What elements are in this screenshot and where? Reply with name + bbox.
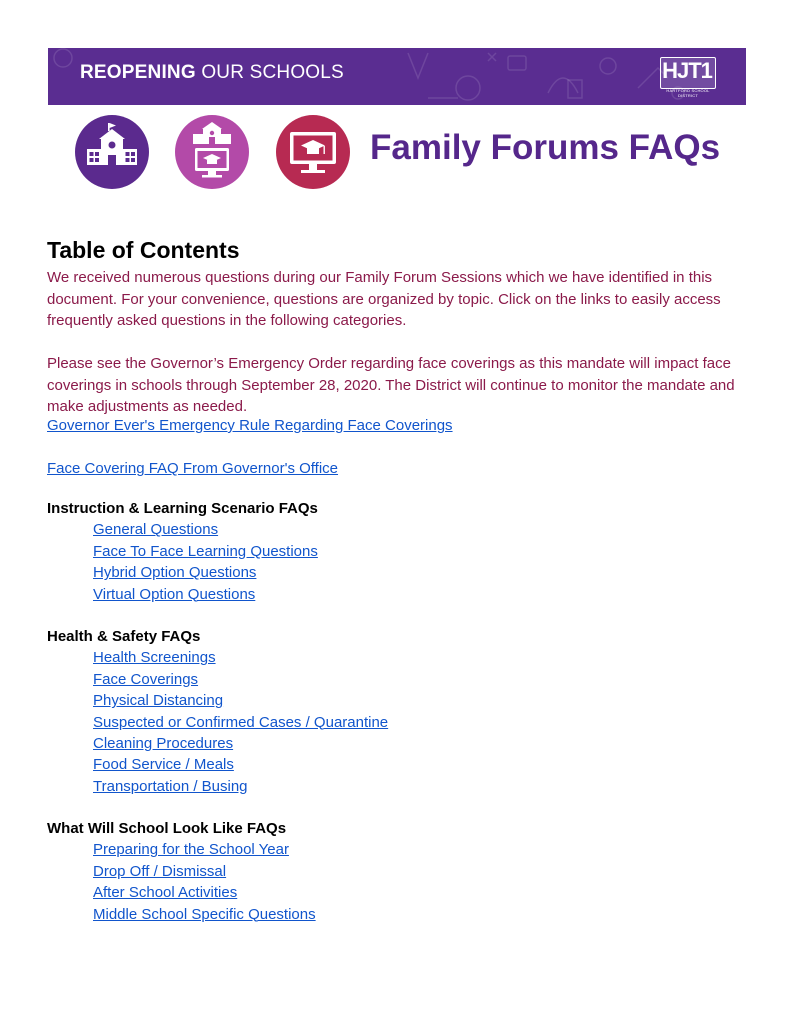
toc-link-transportation[interactable]: Transportation / Busing: [93, 777, 248, 795]
list-item: [93, 562, 318, 583]
toc-link-face-coverings[interactable]: Face Coverings: [93, 670, 199, 688]
list-item: [93, 541, 318, 562]
section-title: Instruction & Learning Scenario FAQs: [47, 500, 318, 517]
toc-link-general-questions[interactable]: General Questions: [93, 521, 219, 539]
list-item: [93, 519, 318, 540]
section-link-list: [47, 647, 388, 797]
list-item: [93, 733, 388, 754]
toc-link-physical-distancing[interactable]: Physical Distancing: [93, 692, 224, 710]
section-link-list: [47, 839, 316, 925]
toc-link-virtual-option[interactable]: Virtual Option Questions: [93, 585, 256, 603]
toc-heading: Table of Contents: [47, 237, 240, 263]
section-title: Health & Safety FAQs: [47, 628, 201, 645]
list-item: [93, 882, 316, 903]
toc-link-health-screenings[interactable]: Health Screenings: [93, 649, 216, 667]
banner-title: [80, 62, 344, 84]
list-item: [93, 669, 388, 690]
toc-link-after-school-activities[interactable]: After School Activities: [93, 884, 238, 902]
list-item: [93, 776, 388, 797]
virtual-learning-monitor-icon: [276, 115, 350, 189]
list-item: [93, 712, 388, 733]
logo-subtext: HARTFORD SCHOOL DISTRICT: [666, 88, 710, 98]
page-title: Family Forums FAQs: [370, 128, 721, 167]
list-item: [93, 839, 316, 860]
emergency-rule-link[interactable]: Governor Ever's Emergency Rule Regarding Face Coverings: [47, 417, 453, 434]
banner-title-strong: REOPENING: [80, 62, 196, 83]
section-what-school-looks-like: [47, 818, 316, 925]
toc-link-preparing-school-year[interactable]: Preparing for the School Year: [93, 841, 289, 859]
toc-link-hybrid-option[interactable]: Hybrid Option Questions: [93, 564, 257, 582]
section-health-safety: [47, 626, 388, 797]
list-item: [93, 584, 318, 605]
toc-link-food-service[interactable]: Food Service / Meals: [93, 756, 234, 774]
toc-link-face-to-face[interactable]: Face To Face Learning Questions: [93, 542, 318, 560]
logo-text: HJT1: [662, 58, 712, 83]
list-item: [93, 861, 316, 882]
school-building-icon: [75, 115, 149, 189]
hybrid-school-computer-icon: [175, 115, 249, 189]
list-item: [93, 690, 388, 711]
face-covering-faq-link[interactable]: Face Covering FAQ From Governor's Office: [47, 460, 339, 477]
list-item: [93, 647, 388, 668]
district-logo: [660, 57, 716, 98]
banner-title-light: OUR SCHOOLS: [201, 62, 344, 83]
list-item: [93, 754, 388, 775]
toc-intro-paragraph: We received numerous questions during our Family Forum Sessions which we have identified in this document. For your convenience, questions are organized by topic. Click on the links to easily access frequently asked questions in the following categories.: [47, 269, 721, 329]
toc-link-drop-off-dismissal[interactable]: Drop Off / Dismissal: [93, 862, 227, 880]
section-instruction-learning: [47, 498, 318, 605]
reopening-banner: [48, 48, 746, 105]
toc-link-middle-school[interactable]: Middle School Specific Questions: [93, 905, 316, 923]
section-title: What Will School Look Like FAQs: [47, 820, 287, 837]
list-item: [93, 904, 316, 925]
mandate-note-paragraph: Please see the Governor’s Emergency Order regarding face coverings as this mandate will impact face coverings in schools through September 28, 2020. The District will continue to monitor the mandate and make adjustments as needed.: [47, 355, 735, 415]
section-link-list: [47, 519, 318, 605]
toc-link-cleaning-procedures[interactable]: Cleaning Procedures: [93, 734, 234, 752]
toc-link-suspected-cases[interactable]: Suspected or Confirmed Cases / Quarantine: [93, 713, 389, 731]
